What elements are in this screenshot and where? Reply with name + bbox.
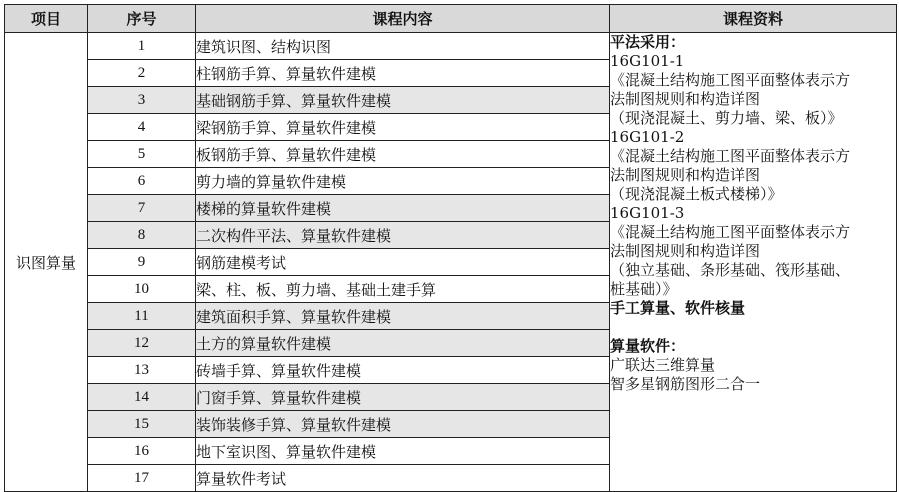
seq-cell: 1 xyxy=(88,33,196,60)
materials-line: 《混凝土结构施工图平面整体表示方 xyxy=(610,147,851,165)
materials-line: （现浇混凝土、剪力墙、梁、板）》 xyxy=(610,109,843,127)
content-cell: 楼梯的算量软件建模 xyxy=(196,195,610,222)
header-project: 项目 xyxy=(5,5,88,33)
materials-line: 法制图规则和构造详图 xyxy=(610,166,761,184)
seq-cell: 14 xyxy=(88,384,196,411)
content-cell: 基础钢筋手算、算量软件建模 xyxy=(196,87,610,114)
seq-cell: 4 xyxy=(88,114,196,141)
header-content: 课程内容 xyxy=(196,5,610,33)
materials-line: 法制图规则和构造详图 xyxy=(610,90,761,108)
materials-line: 算量软件： xyxy=(610,337,686,355)
materials-line: 《混凝土结构施工图平面整体表示方 xyxy=(610,71,851,89)
seq-cell: 15 xyxy=(88,411,196,438)
seq-cell: 10 xyxy=(88,276,196,303)
seq-cell: 7 xyxy=(88,195,196,222)
seq-cell: 3 xyxy=(88,87,196,114)
materials-spacer xyxy=(610,318,896,337)
materials-line: 16G101-2 xyxy=(610,128,685,146)
content-cell: 门窗手算、算量软件建模 xyxy=(196,384,610,411)
materials-line: （独立基础、条形基础、筏形基础、 xyxy=(610,261,851,279)
content-cell: 钢筋建模考试 xyxy=(196,249,610,276)
content-cell: 土方的算量软件建模 xyxy=(196,330,610,357)
seq-cell: 11 xyxy=(88,303,196,330)
materials-cell xyxy=(610,33,897,492)
seq-cell: 8 xyxy=(88,222,196,249)
content-cell: 建筑面积手算、算量软件建模 xyxy=(196,303,610,330)
materials-line: 平法采用： xyxy=(610,33,686,51)
project-cell: 识图算量 xyxy=(5,33,88,492)
seq-cell: 12 xyxy=(88,330,196,357)
header-materials: 课程资料 xyxy=(610,5,897,33)
seq-cell: 16 xyxy=(88,438,196,465)
content-cell: 二次构件平法、算量软件建模 xyxy=(196,222,610,249)
materials-line: 智多星钢筋图形二合一 xyxy=(610,375,761,393)
content-cell: 建筑识图、结构识图 xyxy=(196,33,610,60)
content-cell: 板钢筋手算、算量软件建模 xyxy=(196,141,610,168)
seq-cell: 9 xyxy=(88,249,196,276)
materials-line: 法制图规则和构造详图 xyxy=(610,242,761,260)
table-body xyxy=(5,33,897,492)
materials-line: 桩基础）》 xyxy=(610,280,678,298)
header-row xyxy=(5,5,897,33)
materials-line: 16G101-1 xyxy=(610,52,685,70)
content-cell: 地下室识图、算量软件建模 xyxy=(196,438,610,465)
content-cell: 剪力墙的算量软件建模 xyxy=(196,168,610,195)
materials-line: 广联达三维算量 xyxy=(610,356,716,374)
seq-cell: 13 xyxy=(88,357,196,384)
content-cell: 梁钢筋手算、算量软件建模 xyxy=(196,114,610,141)
course-table xyxy=(4,4,897,492)
materials-line: 《混凝土结构施工图平面整体表示方 xyxy=(610,223,851,241)
seq-cell: 17 xyxy=(88,465,196,492)
seq-cell: 2 xyxy=(88,60,196,87)
materials-line: （现浇混凝土板式楼梯）》 xyxy=(610,185,783,203)
content-cell: 装饰装修手算、算量软件建模 xyxy=(196,411,610,438)
materials-line: 16G101-3 xyxy=(610,204,685,222)
header-seq: 序号 xyxy=(88,5,196,33)
seq-cell: 6 xyxy=(88,168,196,195)
content-cell: 梁、柱、板、剪力墙、基础土建手算 xyxy=(196,276,610,303)
seq-cell: 5 xyxy=(88,141,196,168)
table-row xyxy=(5,33,897,60)
content-cell: 砖墙手算、算量软件建模 xyxy=(196,357,610,384)
content-cell: 柱钢筋手算、算量软件建模 xyxy=(196,60,610,87)
materials-line: 手工算量、软件核量 xyxy=(610,299,746,317)
content-cell: 算量软件考试 xyxy=(196,465,610,492)
